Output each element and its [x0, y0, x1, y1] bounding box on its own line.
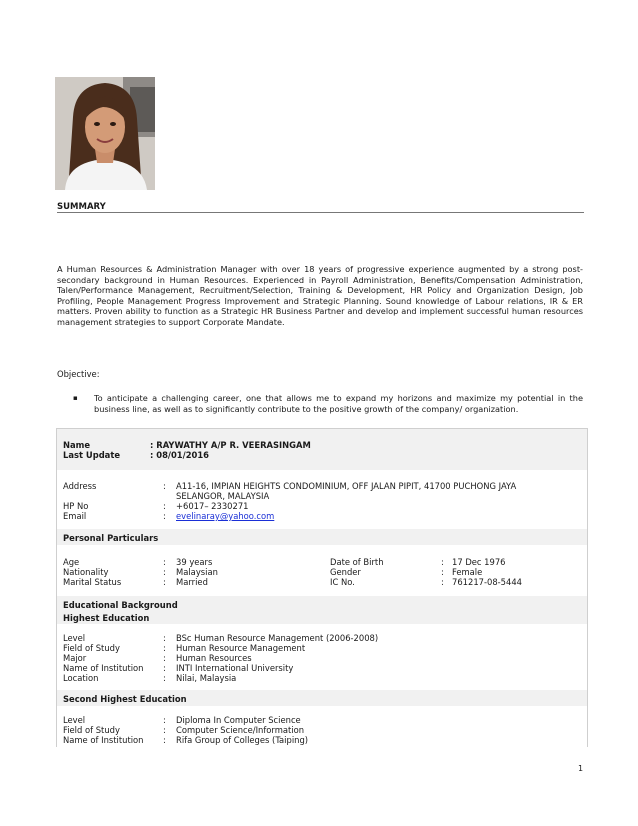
institution-colon: :	[163, 663, 166, 673]
hp-colon: :	[163, 501, 166, 511]
second-field-label: Field of Study	[63, 725, 120, 735]
gender-value: Female	[452, 567, 483, 577]
address-colon: :	[163, 481, 166, 491]
second-level-label: Level	[63, 715, 86, 725]
major-colon: :	[163, 653, 166, 663]
second-institution-colon: :	[163, 735, 166, 745]
field-of-study-label: Field of Study	[63, 643, 120, 653]
nationality-colon: :	[163, 567, 166, 577]
second-field-value: Computer Science/Information	[176, 725, 305, 735]
details-table	[56, 428, 588, 747]
page-number: 1	[578, 764, 584, 773]
major-value: Human Resources	[176, 653, 252, 663]
ic-label: IC No.	[330, 577, 355, 587]
address-line-2: SELANGOR, MALAYSIA	[176, 491, 270, 501]
summary-text: A Human Resources & Administration Manager with over 18 years of progressive experience augmented by a strong post-secondary background in Human Resources. Experienced in Payroll Administration, Benefits/Compensation Administration, Talen/Performance Management, Recruitment/Selection, Training & Development, HR Policy and Organization Design, Job Profiling, People Management Progress Improvement and Strategic Planning. Sound knowledge of Labour relations, IR & ER matters. Proven ability to function as a Strategic HR Business Partner and develop and implement successful human resources management strategies to support Corporate Mandate.	[57, 264, 583, 327]
age-value: 39 years	[176, 557, 213, 567]
gender-colon: :	[441, 567, 444, 577]
age-colon: :	[163, 557, 166, 567]
nationality-label: Nationality	[63, 567, 109, 577]
address-line-1: A11-16, IMPIAN HEIGHTS CONDOMINIUM, OFF JALAN PIPIT, 41700 PUCHONG JAYA	[176, 481, 517, 491]
profile-photo	[55, 77, 155, 190]
ic-value: 761217-08-5444	[452, 577, 522, 587]
dob-label: Date of Birth	[330, 557, 384, 567]
summary-divider	[57, 212, 584, 213]
institution-value: INTI International University	[176, 663, 294, 673]
marital-status-label: Marital Status	[63, 577, 122, 587]
objective-text: To anticipate a challenging career, one that allows me to expand my horizons and maximize my potential in the business line, as well as to significantly contribute to the positive growth of the company/ organization.	[94, 393, 583, 414]
location-value: Nilai, Malaysia	[176, 673, 237, 683]
major-label: Major	[63, 653, 87, 663]
dob-colon: :	[441, 557, 444, 567]
hp-label: HP No	[63, 501, 89, 511]
level-label: Level	[63, 633, 86, 643]
second-education-heading: Second Highest Education	[63, 694, 187, 704]
nationality-value: Malaysian	[176, 567, 218, 577]
hp-value: +6017– 2330271	[176, 501, 249, 511]
education-heading: Educational Background	[63, 600, 178, 610]
personal-heading: Personal Particulars	[63, 533, 159, 543]
marital-status-colon: :	[163, 577, 166, 587]
bullet-icon: ▪	[73, 394, 78, 402]
name-label: Name	[63, 440, 91, 450]
email-label: Email	[63, 511, 87, 521]
last-update-value: : 08/01/2016	[150, 450, 210, 460]
second-level-colon: :	[163, 715, 166, 725]
objective-label: Objective:	[57, 369, 100, 379]
level-colon: :	[163, 633, 166, 643]
last-update-label: Last Update	[63, 450, 121, 460]
email-colon: :	[163, 511, 166, 521]
header-band	[57, 429, 587, 470]
level-value: BSc Human Resource Management (2006-2008)	[176, 633, 379, 643]
second-level-value: Diploma In Computer Science	[176, 715, 301, 725]
highest-education-heading: Highest Education	[63, 613, 150, 623]
ic-colon: :	[441, 577, 444, 587]
dob-value: 17 Dec 1976	[452, 557, 506, 567]
location-colon: :	[163, 673, 166, 683]
field-of-study-value: Human Resource Management	[176, 643, 306, 653]
second-institution-label: Name of Institution	[63, 735, 144, 745]
summary-heading: SUMMARY	[57, 202, 106, 212]
second-field-colon: :	[163, 725, 166, 735]
address-label: Address	[63, 481, 97, 491]
marital-status-value: Married	[176, 577, 208, 587]
institution-label: Name of Institution	[63, 663, 144, 673]
name-value: : RAYWATHY A/P R. VEERASINGAM	[150, 440, 311, 450]
email-link[interactable]: evelinaray@yahoo.com	[176, 511, 275, 521]
age-label: Age	[63, 557, 80, 567]
gender-label: Gender	[330, 567, 361, 577]
field-of-study-colon: :	[163, 643, 166, 653]
second-institution-value: Rifa Group of Colleges (Taiping)	[176, 735, 309, 745]
location-label: Location	[63, 673, 99, 683]
